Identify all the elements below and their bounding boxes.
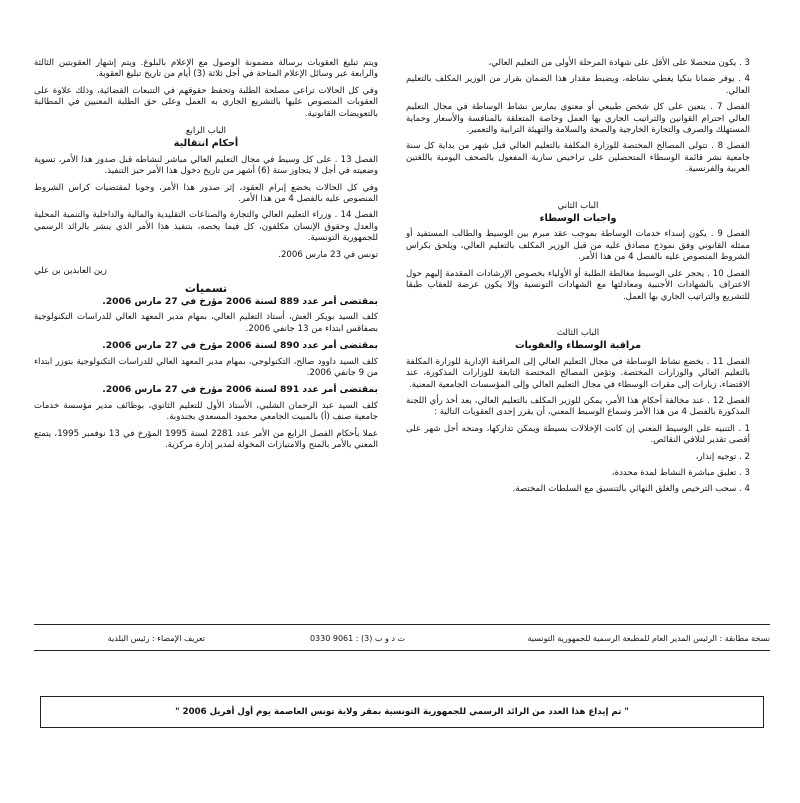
decree-heading: بمقتضى أمر عدد 889 لسنة 2006 مؤرخ في 27 مارس 2006. <box>102 295 378 307</box>
left-paragraph: الفصل 13 . على كل وسيط في مجال التعليم العالي مباشر لنشاطه قبل صدور هذا الأمر، تسوية وضعيته في أجل لا يتجاوز ستة (6) أشهر من تاريخ دخول هذا الأمر حيز التنفيذ. <box>34 154 379 177</box>
footer-top-rule <box>34 624 770 625</box>
right-paragraph: 4 . يوفر ضمانا بنكيا يغطي نشاطه، ويضبط مقدار هذا الضمان بقرار من الوزير المكلف بالتعليم العالي. <box>406 74 750 96</box>
decree-text: كلف السيد داوود صالح، التكنولوجي، بمهام مدير المعهد العالي للدراسات التكنولوجية بتوزر ابتداء من 9 جانفي 2006. <box>34 356 378 378</box>
copy-note: نسخة مطابقة : الرئيس المدير العام للمطبعة الرسمية للجمهورية التونسية <box>527 634 770 643</box>
spacer <box>406 308 750 322</box>
footer-bottom-rule <box>34 650 770 651</box>
chapter-title: واجبات الوسطاء <box>539 213 617 225</box>
right-paragraph: 3 . يكون متحصلا على الأقل على شهادة المرحلة الأولى من التعليم العالي، <box>488 58 750 68</box>
spacer <box>406 181 750 195</box>
chapter-label: الباب الثاني <box>557 200 599 211</box>
deposit-note: " تم إيداع هذا العدد من الرائد الرسمي للجمهورية التونسية بمقر ولاية تونس العاصمة يوم أول أفريل 2006 " <box>175 707 629 717</box>
left-paragraph: وفي كل الحالات يخضع إبرام العقود، إثر صدور هذا الأمر، وجوبا لمقتضيات كراس الشروط المنصوص عليه بالفصل 4 من هذا الأمر. <box>34 182 378 205</box>
decree-heading: بمقتضى أمر عدد 890 لسنة 2006 مؤرخ في 27 مارس 2006. <box>102 340 378 352</box>
left-column <box>34 58 378 456</box>
signature-name: زين العابدين بن علي <box>34 266 107 277</box>
chapter-label: الباب الرابع <box>185 126 227 137</box>
footer <box>34 633 770 645</box>
left-paragraph: الفصل 14 . وزراء التعليم العالي والتجارة والصناعات التقليدية والمالية والداخلية والتنمية المحلية والعدل وحقوق الإنسان مكلفون، كل فيما يخصه، بتنفيذ هذا الأمر الذي ينشر بالرائد الرسمي للجمهورية التونسية. <box>34 210 378 244</box>
right-paragraph: 2 . توجيه إنذار، <box>695 451 750 462</box>
left-paragraph: ويتم تبليغ العقوبات برسالة مضمونة الوصول مع الإعلام بالبلوغ. ويتم إشهار العقوبتين الثالثة والرابعة عبر وسائل الإعلام المتاحة في أجل ثلاثة (3) أيام من تاريخ تبليغ العقوبة. <box>34 58 378 80</box>
deposit-note-box <box>40 696 764 728</box>
right-paragraph: 3 . تعليق مباشرة النشاط لمدة محددة، <box>611 467 750 478</box>
section-title: تسميات <box>184 281 228 295</box>
chapter-title: أحكام انتقالية <box>173 138 239 150</box>
right-paragraph: الفصل 10 . يحجر على الوسيط مغالطة الطلبة أو الأولياء بخصوص الإرشادات المقدمة إليهم حول الاعتراف بالشهادات الأجنبية ومعادلتها مع الشهادات التونسية وإلا يكون عرضة للعقاب طبقا للتشريع والتراتيب الجاري بها العمل. <box>406 268 751 302</box>
decree-text: كلف السيد بويكر العش، أستاذ التعليم العالي، بمهام مدير المعهد العالي للدراسات التكنولوجية بصفاقس ابتداء من 13 جانفي 2006. <box>34 312 378 334</box>
decree-heading: بمقتضى أمر عدد 891 لسنة 2006 مؤرخ في 27 مارس 2006. <box>102 384 378 396</box>
signature-note: تعريف الإمضاء : رئيس البلدية <box>107 634 205 643</box>
decree-text: عملا بأحكام الفصل الرابع من الأمر عدد 2281 لسنة 1995 المؤرخ في 13 نوفمبر 1995، يتمتع المعني بالأمر بالمنح والامتيازات المخولة لمدير إدارة مركزية. <box>34 428 378 450</box>
reference-code: ت د و ب (3) : 9061 0330 <box>309 634 405 643</box>
decree-text: كلف السيد عبد الرحمان الشلبي، الأستاذ الأول للتعليم الثانوي، بوظائف مدير مؤسسة خدمات جامعية صنف (أ) بالمبيت الجامعي محمود المسعدي بجندوبة. <box>34 400 378 423</box>
decree-date: تونس في 23 مارس 2006. <box>278 249 378 260</box>
right-paragraph: الفصل 7 . يتعين على كل شخص طبيعي أو معنوي يمارس نشاط الوساطة في مجال التعليم العالي احترام القوانين والتراتيب الجاري بها العمل وخاصة المتعلقة بالمنافسة والأسعار وحماية المستهلك والصرف والتجارة الخارجية والصحة والسلامة والتهيئة الترابية والتعمير. <box>406 102 750 136</box>
right-paragraph: الفصل 11 . يخضع نشاط الوساطة في مجال التعليم العالي إلى المراقبة الإدارية للوزارة المكلفة بالتعليم العالي والوزارات المختصة. وتؤمن المصالح المختصة التابعة للوزارات المذكورة، عند الاقتضاء، زيارات إلى مقرات الوسطاء في مجال التعليم العالي وإلى المؤسسات الجامعية المعنية. <box>406 356 750 390</box>
right-paragraph: الفصل 9 . يكون إسداء خدمات الوساطة بموجب عقد مبرم بين الوسيط والطالب المستفيد أو ممثله القانوني وفق نموذج مصادق عليه من قبل الوزير المكلف بالتعليم العالي، ويلحق بكراس الشروط المنصوص عليه بالفصل 4 من هذا الأمر. <box>406 229 750 263</box>
chapter-label: الباب الثالث <box>556 327 600 338</box>
right-paragraph: الفصل 12 . عند مخالفة أحكام هذا الأمر، يمكن للوزير المكلف بالتعليم العالي، بعد أخذ رأي اللجنة المذكورة بالفصل 4 من هذا الأمر وسماع الوسيط المعني، أن يقرر إحدى العقوبات التالية : <box>406 395 750 418</box>
chapter-title: مراقبة الوسطاء والعقوبات <box>514 340 642 352</box>
right-paragraph: 4 . سحب الترخيص والغلق النهائي بالتنسيق مع السلطات المختصة. <box>512 484 750 495</box>
right-paragraph: 1 . التنبيه على الوسيط المعني إن كانت الإخلالات بسيطة ويمكن تداركها، ومنحه أجل شهر على أقصى تقدير لتلافي النقائص. <box>406 423 750 446</box>
right-paragraph: الفصل 8 . تتولى المصالح المختصة للوزارة المكلفة بالتعليم العالي قبل شهر من بداية كل سنة جامعية نشر قائمة الوسطاء المتحصلين على تراخيص سارية المفعول بالصحف اليومية باللغتين العربية والفرنسية. <box>406 141 751 175</box>
left-paragraph: وفي كل الحالات تراعى مصلحة الطلبة وتحفظ حقوقهم في التتبعات القضائية، وذلك علاوة على العقوبات المنصوص عليها بالتشريع الجاري به العمل وعلى حق الطلبة المعنيين في المطالبة بالتعويضات القانونية. <box>34 85 378 119</box>
right-column <box>406 58 750 501</box>
